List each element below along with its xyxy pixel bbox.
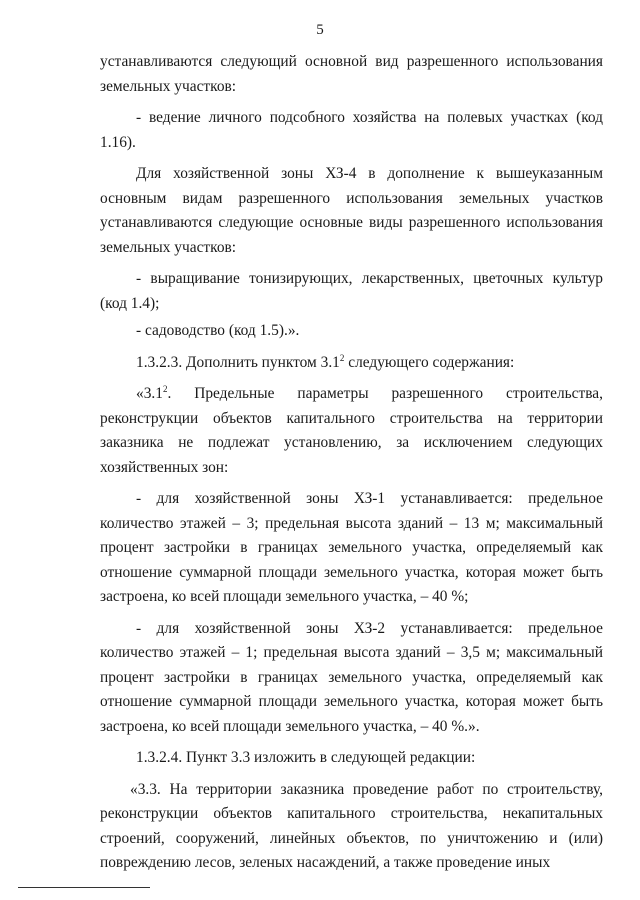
paragraph-text: «3.1 xyxy=(136,385,163,402)
paragraph: 1.3.2.4. Пункт 3.3 изложить в следующей редакции: xyxy=(136,749,476,766)
list-item: - садоводство (код 1.5).». xyxy=(136,322,300,339)
superscript: 2 xyxy=(339,352,345,363)
superscript: 2 xyxy=(162,384,168,394)
footer-divider xyxy=(18,887,150,888)
paragraph: «3.3. На территории заказника проведение работ по строительству, реконструкции объектов капитального строительства, некапитальных строений, сооружений, линейных объектов, по уничтожению и (или) повреждению лесов, зеленых насаждений, а также проведение иных xyxy=(100,780,603,871)
paragraph-text: следующего содержания: xyxy=(344,353,515,371)
list-item: - ведение личного подсобного хозяйства на полевых участках (код 1.16). xyxy=(100,109,603,151)
paragraph: устанавливаются следующий основной вид разрешенного использования земельных участков: xyxy=(100,53,603,95)
paragraph xyxy=(100,382,603,480)
paragraph-text: 1.3.2.3. Дополнить пунктом 3.1 xyxy=(136,353,340,371)
paragraph-text: . Предельные параметры разрешенного строительства, реконструкции объектов капитального строительства на территории заказника не подлежат установлению, за исключением следующих хозяйственных зон: xyxy=(100,385,603,476)
list-item: - для хозяйственной зоны ХЗ-1 устанавливается: предельное количество этажей – 3; предельная высота зданий – 13 м; максимальный процент застройки в границах земельного участка, определяемый как отношение суммарной площади земельного участка, которая может быть застроена, ко всей площади земельного участка, – 40 %; xyxy=(100,490,603,605)
document-body xyxy=(100,50,603,883)
list-item: - выращивание тонизирующих, лекарственных, цветочных культур (код 1.4); xyxy=(100,270,603,312)
paragraph: Для хозяйственной зоны ХЗ-4 в дополнение к вышеуказанным основным видам разрешенного использования земельных участков устанавливаются следующие основные виды разрешенного использования земельных участков: xyxy=(100,165,603,256)
page-number: 5 xyxy=(316,22,324,38)
paragraph xyxy=(100,351,603,376)
list-item: - для хозяйственной зоны ХЗ-2 устанавливается: предельное количество этажей – 1; предельная высота зданий – 3,5 м; максимальный процент застройки в границах земельного участка, определяемый как отношение суммарной площади земельного участка, которая может быть застроена, ко всей площади земельного участка, – 40 %.». xyxy=(100,619,603,735)
